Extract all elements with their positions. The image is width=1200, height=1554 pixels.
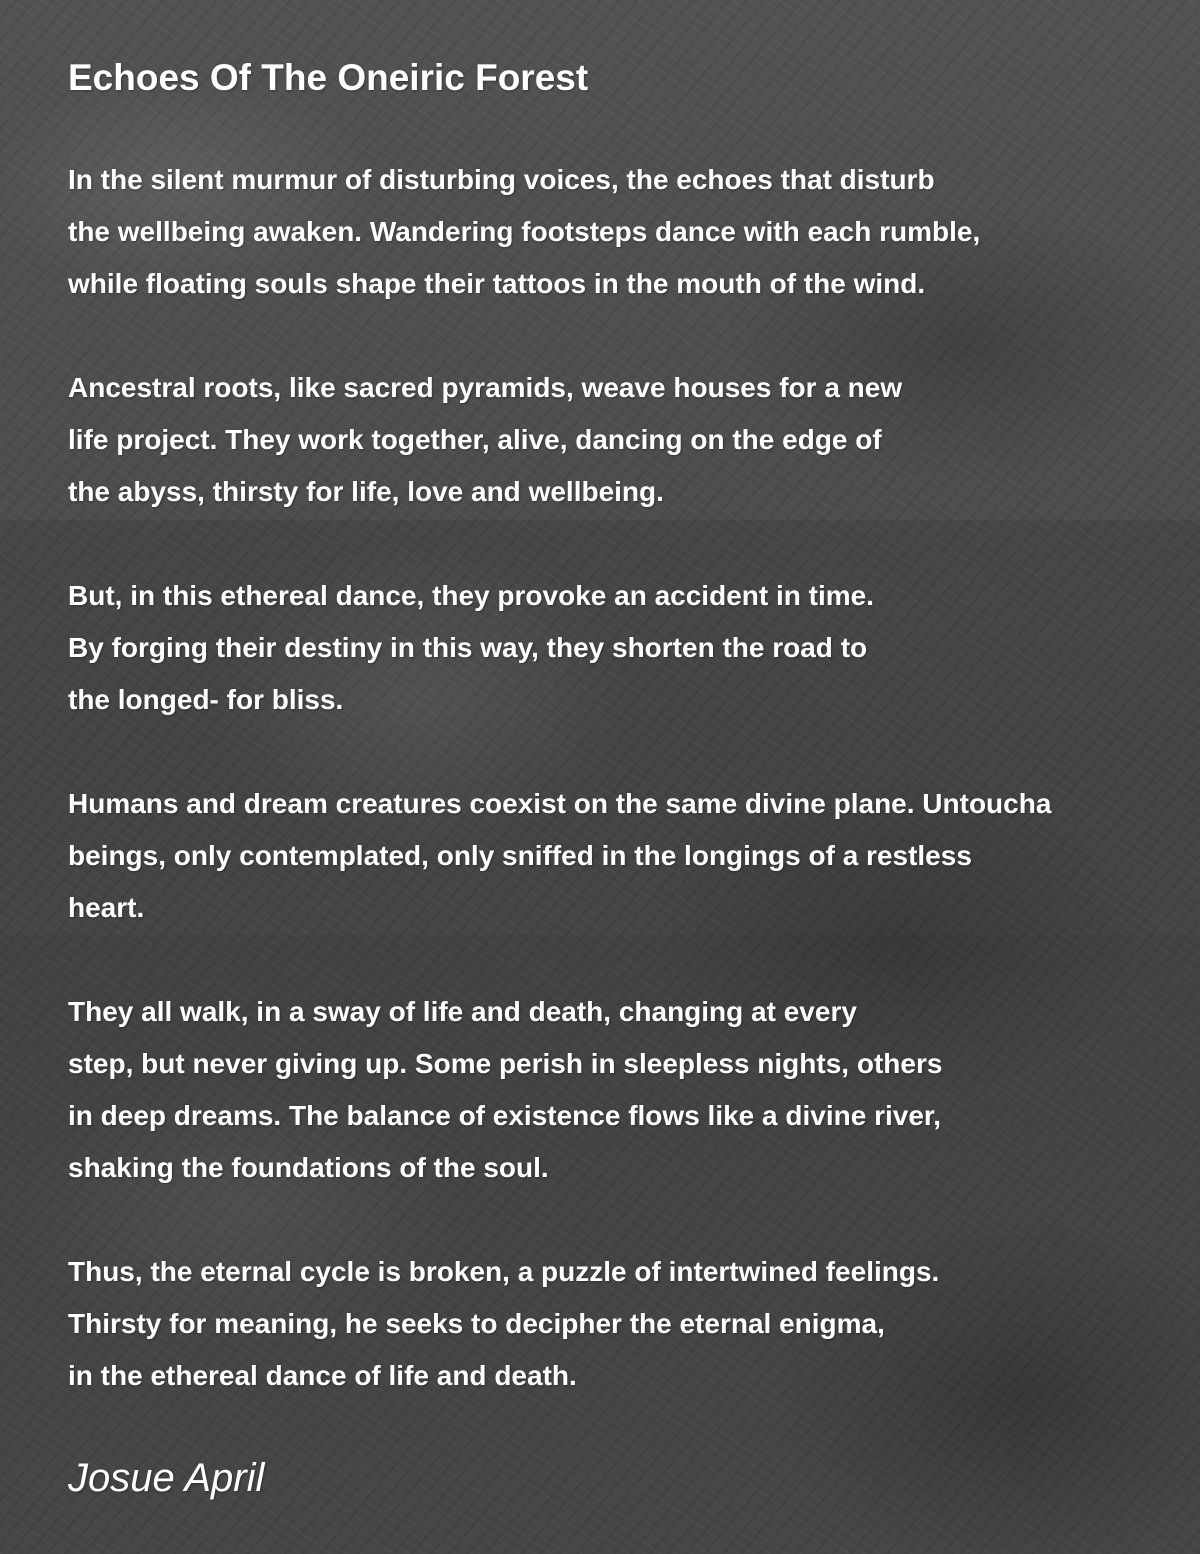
poem-body: [68, 154, 1051, 1454]
poem-line: life project. They work together, alive, dancing on the edge of: [68, 424, 882, 455]
poem-line: Ancestral roots, like sacred pyramids, weave houses for a new: [68, 372, 903, 403]
poem-line: step, but never giving up. Some perish in sleepless nights, others: [68, 1048, 943, 1079]
poem-line: in deep dreams. The balance of existence flows like a divine river,: [68, 1100, 942, 1131]
poem-line: Thus, the eternal cycle is broken, a puzzle of intertwined feelings.: [68, 1256, 940, 1287]
poem-line: the longed- for bliss.: [68, 684, 344, 715]
poem-line: In the silent murmur of disturbing voices, the echoes that disturb: [68, 164, 935, 195]
stanza-2: [68, 362, 1051, 518]
poem-title: Echoes Of The Oneiric Forest: [68, 57, 589, 98]
poem-line: But, in this ethereal dance, they provoke an accident in time.: [68, 580, 874, 611]
stanza-4: [68, 778, 1051, 934]
stanza-3: [68, 570, 1051, 726]
stanza-6: [68, 1246, 1051, 1402]
poem-line: heart.: [68, 892, 145, 923]
stanza-5: [68, 986, 1051, 1194]
poem-line: By forging their destiny in this way, they shorten the road to: [68, 632, 868, 663]
poem-line: while floating souls shape their tattoos in the mouth of the wind.: [68, 268, 926, 299]
poem-line: in the ethereal dance of life and death.: [68, 1360, 577, 1391]
stanza-1: [68, 154, 1051, 310]
poem-line: the abyss, thirsty for life, love and wellbeing.: [68, 476, 664, 507]
poem-line: Humans and dream creatures coexist on the same divine plane. Untoucha: [68, 788, 1052, 819]
poem-line: They all walk, in a sway of life and death, changing at every: [68, 996, 857, 1027]
poem-line: the wellbeing awaken. Wandering footsteps dance with each rumble,: [68, 216, 981, 247]
poem-author: Josue April: [68, 1456, 265, 1500]
poem-line: beings, only contemplated, only sniffed in the longings of a restless: [68, 840, 972, 871]
poem-line: shaking the foundations of the soul.: [68, 1152, 549, 1183]
poem-line: Thirsty for meaning, he seeks to decipher the eternal enigma,: [68, 1308, 885, 1339]
